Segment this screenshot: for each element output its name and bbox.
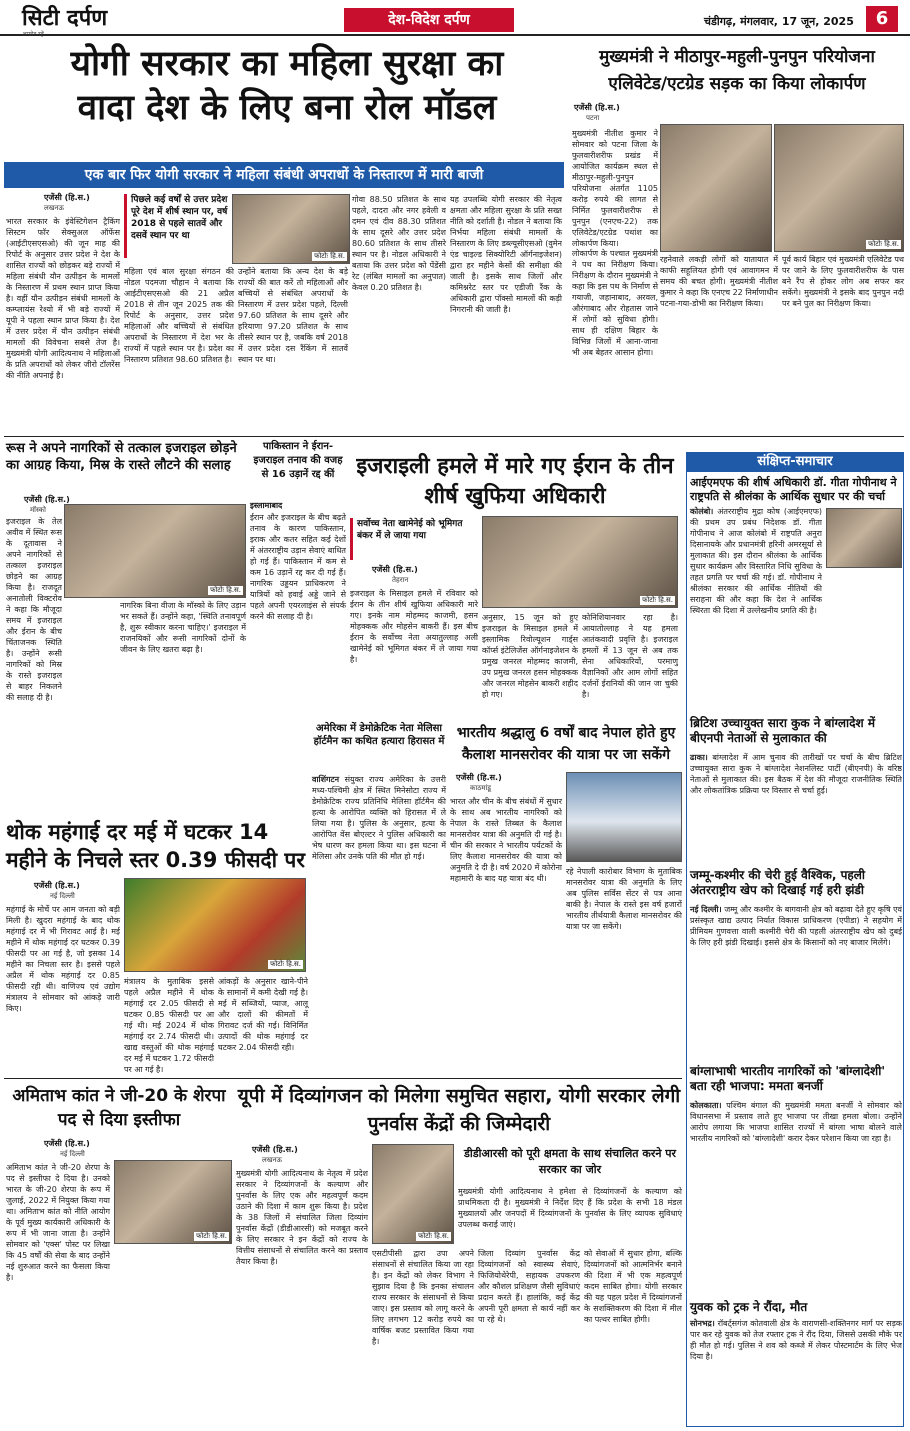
a9-location: नई दिल्ली: [60, 1150, 85, 1158]
a2-photo-2: फोटोः हि.स.: [774, 124, 904, 252]
a10-col3: मुख्यमंत्री योगी आदित्यनाथ ने हमेशा से दिव्यांगजनों के कल्याण को प्राथमिकता दी है। मुख्यमंत्री ने निर्देश दिए हैं कि प्रदेश के सभी 18 मंडल मुख्यालयों और जनपदों में दिव्यांगजनों के पुनर्वास के लिए व्यापक सुविधाएं उपलब्ध कराई जाएं।: [458, 1187, 682, 1229]
a5-byline: एजेंसी (हि.स.): [372, 565, 418, 574]
a2-col4: पूर्व कार्य बिहार एवं मुख्यमंत्री एलिवेटेड पथ पर जाने के लिए फुलवारीशरीफ के पास बने रैंप से होकर लोग अब सफर कर सकेंगे। मुख्यमंत्री ने इसके बाद पुनपुन नदी पर बने पुल का निरीक्षण किया।: [782, 255, 904, 308]
a8-col1: भारत और चीन के बीच संबंधों में सुधार के साथ अब भारतीय नागरिकों को नेपाल के रास्ते तिब्बत के कैलाश मानसरोवर यात्रा की अनुमति दी गई है। चीन की सरकार ने भारतीय पर्यटकों के लिए कैलाश मानसरोवर की यात्रा को अनुमति दे दी है। वर्ष 2020 में कोरोना महामारी के बाद यह यात्रा बंद थी।: [450, 797, 562, 883]
brief-s1-body: कोलंबो। अंतरराष्ट्रीय मुद्रा कोष (आईएमएफ) की प्रथम उप प्रबंध निदेशक डॉ. गीता गोपीनाथ ने आज कोलंबो में राष्ट्रपति अनुरा दिसानायके और प्रधानमंत्री हरिनी अमरसूर्या से मुलाकात की। इस दौरान श्रीलंका के आर्थिक सुधार कार्यक्रम और विस्तारित निधि सुविधा के तहत प्रगति पर चर्चा की गई। डॉ. गोपीनाथ ने श्रीलंका सरकार की आर्थिक नीतियों की सराहना की और कहा कि देश ने आर्थिक स्थिरता की दिशा में उल्लेखनीय प्रगति की है।: [690, 507, 822, 615]
a10-subhead: डीडीआरसी को पूरी क्षमता के साथ संचालित करने पर सरकार का जोर: [463, 1147, 676, 1176]
page-number: 6: [866, 6, 898, 32]
a1-byline: एजेंसी (हि.स.): [44, 193, 90, 202]
a9-headline: अमिताभ कांत ने जी-20 के शेरपा पद से दिया इस्तीफा: [12, 1086, 226, 1130]
brief-s1-photo: [826, 508, 902, 568]
a10-col4: जिला दिव्यांग पुनर्वास केंद्र दिव्यांगजनों को स्वास्थ्य सेवाएं, फिजियोथेरेपी, सहायक उपकरण और कौशल प्रशिक्षण जैसी सुविधाएं प्रदान करते हैं। हालांकि, कई केंद्र अपनी पूरी क्षमता से कार्य नहीं कर पा रहे थे।: [478, 1249, 580, 1324]
a3-col2: नागरिक बिना वीजा के मॉस्को के लिए उड़ान भर सकते हैं। उन्होंने कहा, 'स्थिति तनावपूर्ण है, शुरू स्वीकार करना चाहिए।' इजराइल में राजनयिकों और रूसी नागरिकों दोनों के जीवन के लिए खतरा बढ़ा है।: [120, 601, 246, 654]
a4-location: इस्लामाबाद: [250, 501, 283, 510]
a5-location: तेहरान: [392, 576, 409, 584]
brief-s2-head: ब्रिटिश उच्चायुक्त सारा कुक ने बांग्लादेश में बीएनपी नेताओं से मुलाकात की: [690, 716, 876, 745]
a3-headline: रूस ने अपने नागरिकों से तत्काल इजराइल छोड़ने का आग्रह किया, मिस्र के रास्ते लौटने की सलाह: [6, 441, 237, 473]
a9-body: अमिताभ कांत ने जी-20 शेरपा के पद से इस्तीफा दे दिया है। उनको भारत के जी-20 शेरपा के रूप में जुलाई, 2022 में नियुक्त किया गया था। अमिताभ कांत को नीति आयोग के पूर्व मुख्य कार्यकारी अधिकारी के रूप में भी जाना जाता है। उन्होंने सोमवार को 'एक्स' पोस्ट पर लिखा कि 45 वर्षों की सेवा के बाद उन्होंने नई शुरुआत करने का फैसला किया है।: [6, 1163, 110, 1282]
a1-location: लखनऊ: [44, 204, 64, 212]
a3-byline: एजेंसी (हि.स.): [24, 495, 70, 504]
a7-location: नई दिल्ली: [50, 892, 75, 900]
a5-pullquote: सर्वोच्च नेता खामेनेई को भूमिगत बंकर में ले जाया गया: [350, 518, 478, 560]
a1-col4: गोवा 88.50 प्रतिशत के साथ पहले, दादरा और नगर हवेली व दमन एवं दीव 88.30 प्रतिशत के साथ दूसरे और उत्तर प्रदेश 80.60 प्रतिशत के साथ तीसरे स्थान पर है। नोडल अधिकारी ने बताया कि उत्तर प्रदेश को पेंडेंसी रेट (लंबित मामलों का अनुपात) केवल 0.20 प्रतिशत है।: [352, 195, 446, 292]
a9-photo: फोटोः हि.स.: [114, 1160, 232, 1244]
a3-photo: फोटोः हि.स.: [64, 504, 246, 598]
a1-col1: भारत सरकार के इंवेस्टिगेशन ट्रैकिंग सिस्टम फॉर सेक्सुअल ऑफेंस (आईटीएसएसओ) की जून माह की रिपोर्ट के अनुसार उत्तर प्रदेश ने देश के शासित राज्यों को छोड़कर बड़े राज्यों में महिला संबंधी यौन उत्पीड़न के मामलों के निस्तारण में प्रथम स्थान प्राप्त किया है। वहीं यौन उत्पीड़न संबंधी मामलों के कम्प्लायंस रेश्यो में भी बड़े राज्यों में यूपी ने पहला स्थान प्राप्त किया है। देश में उत्तर प्रदेश में यौन उत्पीड़न संबंधी मामलों की विवेचना सबसे तेज है। मुख्यमंत्री योगी आदित्यनाथ ने महिलाओं के प्रति अपराधों को लेकर जीरो टॉलरेंस की नीति अपनाई है।: [6, 217, 120, 380]
a10-col2: एसटीपीसी द्वारा उपा अपने संसाधनों से संचालित किया जा रहा है। इन केंद्रों को लेकर विभाग ने सुझाव दिया है कि इनका संचालन राज्य सरकार के संसाधनों से किया जाए। इस प्रस्ताव को लागू करने के लिए लगभग 12 करोड़ रुपये का वार्षिक बजट प्रस्तावित किया गया है।: [372, 1249, 474, 1346]
a9-byline: एजेंसी (हि.स.): [44, 1139, 90, 1148]
a2-col1: मुख्यमंत्री नीतीश कुमार ने सोमवार को पटना जिला के फुलवारीशरीफ प्रखंड में आयोजित कार्यक्रम स्थल से मीठापुर-महुली-पुनपुन परियोजना अंतर्गत 1105 करोड़ रुपये की लागत से निर्मित फुलवारीशरीफ से पुनपुन (एनएच-22) तक एलिवेटेड/एटग्रेड पथांश का लोकार्पण किया।: [572, 129, 658, 248]
a2-byline: एजेंसी (हि.स.): [574, 103, 620, 112]
a10-headline: यूपी में दिव्यांगजन को मिलेगा समुचित सहारा, योगी सरकार लेगी पुनर्वास केंद्रों की जिम्मेदारी: [237, 1085, 681, 1135]
a1-col3: उन्होंने बताया कि अन्य देश के बड़े राज्यों की बात करें तो महिलाओं और बच्चियों से संबंधित अपराधों के निस्तारण में उत्तर प्रदेश पहले, दिल्ली 97.60 प्रतिशत के साथ दूसरे और हरियाणा 97.20 प्रतिशत के साथ तीसरे स्थान पर है, जबकि वर्ष 2018 में उत्तर प्रदेश दस रैंकिंग में सातवें स्थान पर था।: [238, 267, 348, 364]
a4-body: ईरान और इजराइल के बीच बढ़ते तनाव के कारण पाकिस्तान, इराक और कतर सहित कई देशों में अंतरराष्ट्रीय उड़ान सेवाएं बाधित हो गई हैं। पाकिस्तान में कम से कम 16 उड़ानें रद्द कर दी गई हैं। नागरिक उड्डयन प्राधिकरण ने यात्रियों को हवाई अड्डे जाने से पहले अपनी एयरलाइंस से संपर्क करने की सलाह दी है।: [250, 513, 346, 621]
brief-s3-body: नई दिल्ली। जम्मू और कश्मीर के बागवानी क्षेत्र को बढ़ावा देते हुए कृषि एवं प्रसंस्कृत खाद्य उत्पाद निर्यात विकास प्राधिकरण (एपीडा) ने सहयोग में प्रीमियम गुणवत्ता वाली कश्मीरी चेरी की पहली अंतरराष्ट्रीय खेप को दुबई के लिए हरी झंडी दिखाई। इससे क्षेत्र के किसानों को नए बाजार मिलेंगे।: [690, 905, 903, 947]
a7-col1: महंगाई के मोर्चे पर आम जनता को बड़ी मिली है। खुदरा महंगाई के बाद थोक महंगाई दर में भी गिरावट आई है। मई महीने में थोक महंगाई दर घटकर 0.39 फीसदी पर आ गई है, जो इसका 14 महीने का निचला स्तर है। इससे पहले अप्रैल में थोक महंगाई दर 0.85 फीसदी रही थी। वाणिज्य एवं उद्योग मंत्रालय ने सोमवार को आंकड़े जारी किए।: [6, 905, 120, 1013]
a2-location: पटना: [586, 114, 600, 122]
a1-col5: यह उपलब्धि योगी सरकार की नेतृत्व क्षमता और महिला सुरक्षा के प्रति सख्त नीति को दर्शाती है। नोडल ने बताया कि निर्भया महिला संबंधी मामलों के निस्तारण के लिए डब्ल्यूसीएसओ (वुमेन एंड चाइल्ड सिक्योरिटी ऑर्गनाइजेशन) द्वारा हर महीने केसों की समीक्षा की जाती है। इसके साथ जिलों और कमिश्नरेट स्तर पर एडीजी रैंक के अधिकारी द्वारा पॉक्सो मामलों की कड़ी निगरानी की जाती है।: [450, 195, 562, 314]
a1-photo: फोटोः हि.स.: [232, 194, 350, 264]
a10-byline: एजेंसी (हि.स.): [252, 1145, 298, 1154]
a8-headline: भारतीय श्रद्धालु 6 वर्षों बाद नेपाल होते हुए कैलाश मानसरोवर की यात्रा पर जा सकेंगे: [456, 725, 676, 763]
a1-headline: योगी सरकार का महिला सुरक्षा का वादा देश के लिए बना रोल मॉडल: [70, 44, 504, 128]
a7-photo: फोटोः हि.स.: [124, 878, 306, 972]
brief-s1-head: आईएमएफ की शीर्ष अधिकारी डॉ. गीता गोपीनाथ ने राष्ट्रपति से श्रीलंका के आर्थिक सुधार पर की चर्चा: [690, 476, 897, 503]
a5-col3: कोनिशियानवार रहा है। आयातोल्लाह ने यह हमला आतंकवादी प्रवृत्ति है। इजराइल हमलों में 13 जून से अब तक सेना अधिकारियों, परमाणु वैज्ञानिकों और आम लोगों सहित दर्जनों ईरानियों की जान जा चुकी है।: [582, 613, 678, 699]
divider-lower: [4, 1078, 682, 1079]
brand-logo: सिटी दर्पण अपडेट रहें: [22, 6, 108, 38]
a5-photo: फोटोः हि.स.: [482, 516, 678, 608]
a5-col2: अनुसार, 15 जून को हुए इजराइल के मिसाइल हमले में इस्लामिक रिवोल्यूशन गार्ड्स कॉर्प्स इंटेलिजेंस ऑर्गनाइजेशन के प्रमुख जनरल मोहम्मद काजमी, उप प्रमुख जनरल हसन मोहक्कक और जनरल मोहसेन बाकरी शहीद हो गए।: [482, 613, 578, 699]
a5-headline: इजराइली हमले में मारे गए ईरान के तीन शीर्ष खुफिया अधिकारी: [356, 454, 674, 509]
brief-s4-head: बांग्लाभाषी भारतीय नागरिकों को 'बांग्लादेशी' बता रही भाजपा: ममता बनर्जी: [690, 1064, 885, 1093]
a2-col3: रहनेवाले लकड़ी लोगों को यातायात में काफी सहूलियत होगी एवं आवागमन में समय की बचत होगी। मुख्यमंत्री नीतीश कुमार ने कहा कि एनएच 22 निर्माणाधीन पटना-गया-डोभी का निरीक्षण किया।: [660, 255, 778, 308]
a10-col5: को सेवाओं में सुधार होगा, बल्कि दिव्यांगजनों को आत्मनिर्भर बनाने की दिशा में भी एक महत्वपूर्ण कदम साबित होगा। योगी सरकार की यह पहल प्रदेश में दिव्यांगजनों के सशक्तिकरण की दिशा में मील का पत्थर साबित होगी।: [584, 1249, 682, 1324]
divider: [4, 436, 904, 437]
a6-headline: अमेरिका में डेमोक्रेटिक नेता मेलिसा हॉर्टमैन का कथित हत्यारा हिरासत में: [313, 723, 445, 747]
brief-header: संक्षिप्त-समाचार: [686, 452, 904, 472]
a7-col3: आंकड़ों के अनुसार खाने-पीने के सामानों में कमी देखी गई है। मई में सब्जियों, प्याज, आलू और दालों की कीमतों में गिरावट दर्ज की गई। विनिर्मित उत्पादों की थोक महंगाई दर घटकर 2.04 फीसदी रही।: [218, 977, 308, 1052]
a10-col1: मुख्यमंत्री योगी आदित्यनाथ के नेतृत्व में प्रदेश सरकार ने दिव्यांगजनों के कल्याण और पुनर्वास के लिए एक और महत्वपूर्ण कदम उठाने की दिशा में काम शुरू किया है। प्रदेश के 38 जिलों में संचालित जिला दिव्यांग पुनर्वास केंद्रों (डीडीआरसी) को मजबूत करने के लिए सरकार ने इन केंद्रों को राज्य के वित्तीय संसाधनों से संचालित करने का प्रस्ताव तैयार किया है।: [236, 1169, 368, 1266]
a2-photo-1: [660, 124, 772, 252]
a8-photo: [566, 772, 682, 862]
a1-pullquote: पिछले कई वर्षों से उत्तर प्रदेश पूरे देश में शीर्ष स्थान पर, वर्ष 2018 से पहले सातवें और दसवें स्थान पर था: [124, 194, 228, 258]
a4-headline: पाकिस्तान ने ईरान-इजराइल तनाव की वजह से 16 उड़ानें रद्द कीं: [253, 441, 343, 480]
brief-s5-body: सोनभद्र। रॉबर्ट्सगंज कोतवाली क्षेत्र के वाराणसी-शक्तिनगर मार्ग पर सड़क पार कर रहे युवक को तेज रफ्तार ट्रक ने रौंद दिया, जिससे उसकी मौके पर ही मौत हो गई। पुलिस ने शव को कब्जे में लेकर पोस्टमार्टम के लिए भेज दिया है।: [690, 1319, 903, 1361]
a10-location: लखनऊ: [262, 1156, 282, 1164]
brief-s5-head: युवक को ट्रक ने रौंदा, मौत: [690, 1300, 808, 1314]
masthead: [0, 0, 910, 36]
a7-headline: थोक महंगाई दर मई में घटकर 14 महीने के निचले स्तर 0.39 फीसदी पर: [6, 820, 305, 872]
a6-body: वाशिंगटन संयुक्त राज्य अमेरिका के उत्तरी मध्य-पश्चिमी क्षेत्र में स्थित मिनेसोटा राज्य में डेमोक्रेटिक राज्य प्रतिनिधि मेलिसा हॉर्टमैन की हत्या के आरोपित व्यक्ति को हिरासत में ले लिया गया है। पुलिस के अनुसार, हत्या के आरोपित वेंस बोएल्टर ने पुलिस अधिकारी का भेष धारण कर हमला किया था। इस घटना में मेलिसा और उनके पति की मौत हो गई।: [312, 775, 447, 861]
a1-banner: एक बार फिर योगी सरकार ने महिला संबंधी अपराधों के निस्तारण में मारी बाजी: [4, 162, 564, 188]
a2-headline: मुख्यमंत्री ने मीठापुर-महुली-पुनपुन परियोजना एलिवेटेड/एटग्रेड सड़क का किया लोकार्पण: [599, 47, 875, 94]
a7-col2: मंत्रालय के मुताबिक इससे पहले अप्रैल महीने में थोक महंगाई दर 2.05 फीसदी से घटकर 0.85 फीसदी पर आ गई थी। मई 2024 में थोक महंगाई दर 2.74 फीसदी थी। खाद्य वस्तुओं की थोक महंगाई दर मई में घटकर 1.72 फीसदी पर आ गई है।: [124, 977, 214, 1074]
a2-col2: लोकार्पण के पश्चात मुख्यमंत्री ने पथ का निरीक्षण किया। निरीक्षण के दौरान मुख्यमंत्री ने कहा कि इस पथ के निर्माण से गयाजी, जहानाबाद, अरवल, औरंगाबाद और रोहतास जाने में लोगों को सुविधा होगी। साथ ही दक्षिण बिहार के विभिन्न जिलों में आना-जाना भी अब बेहतर आसान होगा।: [572, 249, 658, 357]
brief-s3-head: जम्मू-कश्मीर की चेरी हुई वैश्विक, पहली अंतरराष्ट्रीय खेप को दिखाई गई हरी झंडी: [690, 868, 866, 897]
section-label: देश-विदेश दर्पण: [344, 8, 514, 32]
issue-date: चंडीगढ़, मंगलवार, 17 जून, 2025: [704, 15, 854, 28]
a10-photo: फोटोः हि.स.: [372, 1144, 454, 1244]
a3-col1: इजराइल के तेल अवीव में स्थित रूस के दूतावास ने अपने नागरिकों से तत्काल इजराइल छोड़ने का आग्रह किया है। राजदूत अनातोली विक्टरोव ने कहा कि मौजूदा समय में इजराइल और ईरान के बीच चिंताजनक स्थिति है। उन्होंने रूसी नागरिकों को मिस्र के रास्ते इजराइल से बाहर निकलने की सलाह दी है।: [6, 517, 62, 702]
a8-byline: एजेंसी (हि.स.): [456, 773, 502, 782]
a7-byline: एजेंसी (हि.स.): [34, 881, 80, 890]
a8-col2: रहे नेपाली कारोबार विभाग के मुताबिक मानसरोवर यात्रा की अनुमति के लिए अब पुलिस सर्विस सेंटर से पत्र आना बाकी है। नेपाल के रास्ते इस वर्ष हजारों भारतीय तीर्थयात्री कैलाश मानसरोवर की यात्रा पर जा सकेंगे।: [566, 867, 682, 931]
a3-location: मॉस्को: [30, 506, 46, 514]
a8-location: काठमांडू: [470, 784, 491, 792]
brief-s4-body: कोलकाता। पश्चिम बंगाल की मुख्यमंत्री ममता बनर्जी ने सोमवार को विधानसभा में प्रस्ताव लाते हुए भाजपा पर तीखा हमला बोला। उन्होंने आरोप लगाया कि भाजपा शासित राज्यों में बांग्ला भाषा बोलने वाले भारतीय नागरिकों को 'बांग्लादेशी' करार देकर परेशान किया जा रहा है।: [690, 1101, 903, 1143]
a1-col2: महिला एवं बाल सुरक्षा संगठन की नोडल पदमजा चौहान ने बताया कि आईटीएसएसओ की 21 अप्रैल 2018 से तीन जून 2025 तक की रिपोर्ट के अनुसार, उत्तर प्रदेश महिलाओं और बच्चियों से संबंधित अपराधों के निस्तारण में देश भर के राज्यों में पहले स्थान पर है। प्रदेश का निस्तारण प्रतिशत 98.60 प्रतिशत है।: [124, 267, 234, 364]
a5-col1: इजराइल के मिसाइल हमले में रविवार को ईरान के तीन शीर्ष खुफिया अधिकारी मारे गए। इनके नाम मोहम्मद काजमी, हसन मोहक्कक और मोहसेन बाकरी हैं। इस बीच ईरान के सर्वोच्च नेता अयातुल्लाह अली खामेनेई को भूमिगत बंकर में ले जाया गया है।: [350, 589, 478, 664]
brief-s2-body: ढाका। बांग्लादेश में आम चुनाव की तारीखों पर चर्चा के बीच ब्रिटिश उच्चायुक्त सारा कुक ने बांग्लादेश नेशनलिस्ट पार्टी (बीएनपी) के वरिष्ठ नेताओं से मुलाकात की। इस बैठक में देश की मौजूदा राजनीतिक स्थिति और लोकतांत्रिक प्रक्रिया पर विस्तार से चर्चा हुई।: [690, 753, 902, 795]
